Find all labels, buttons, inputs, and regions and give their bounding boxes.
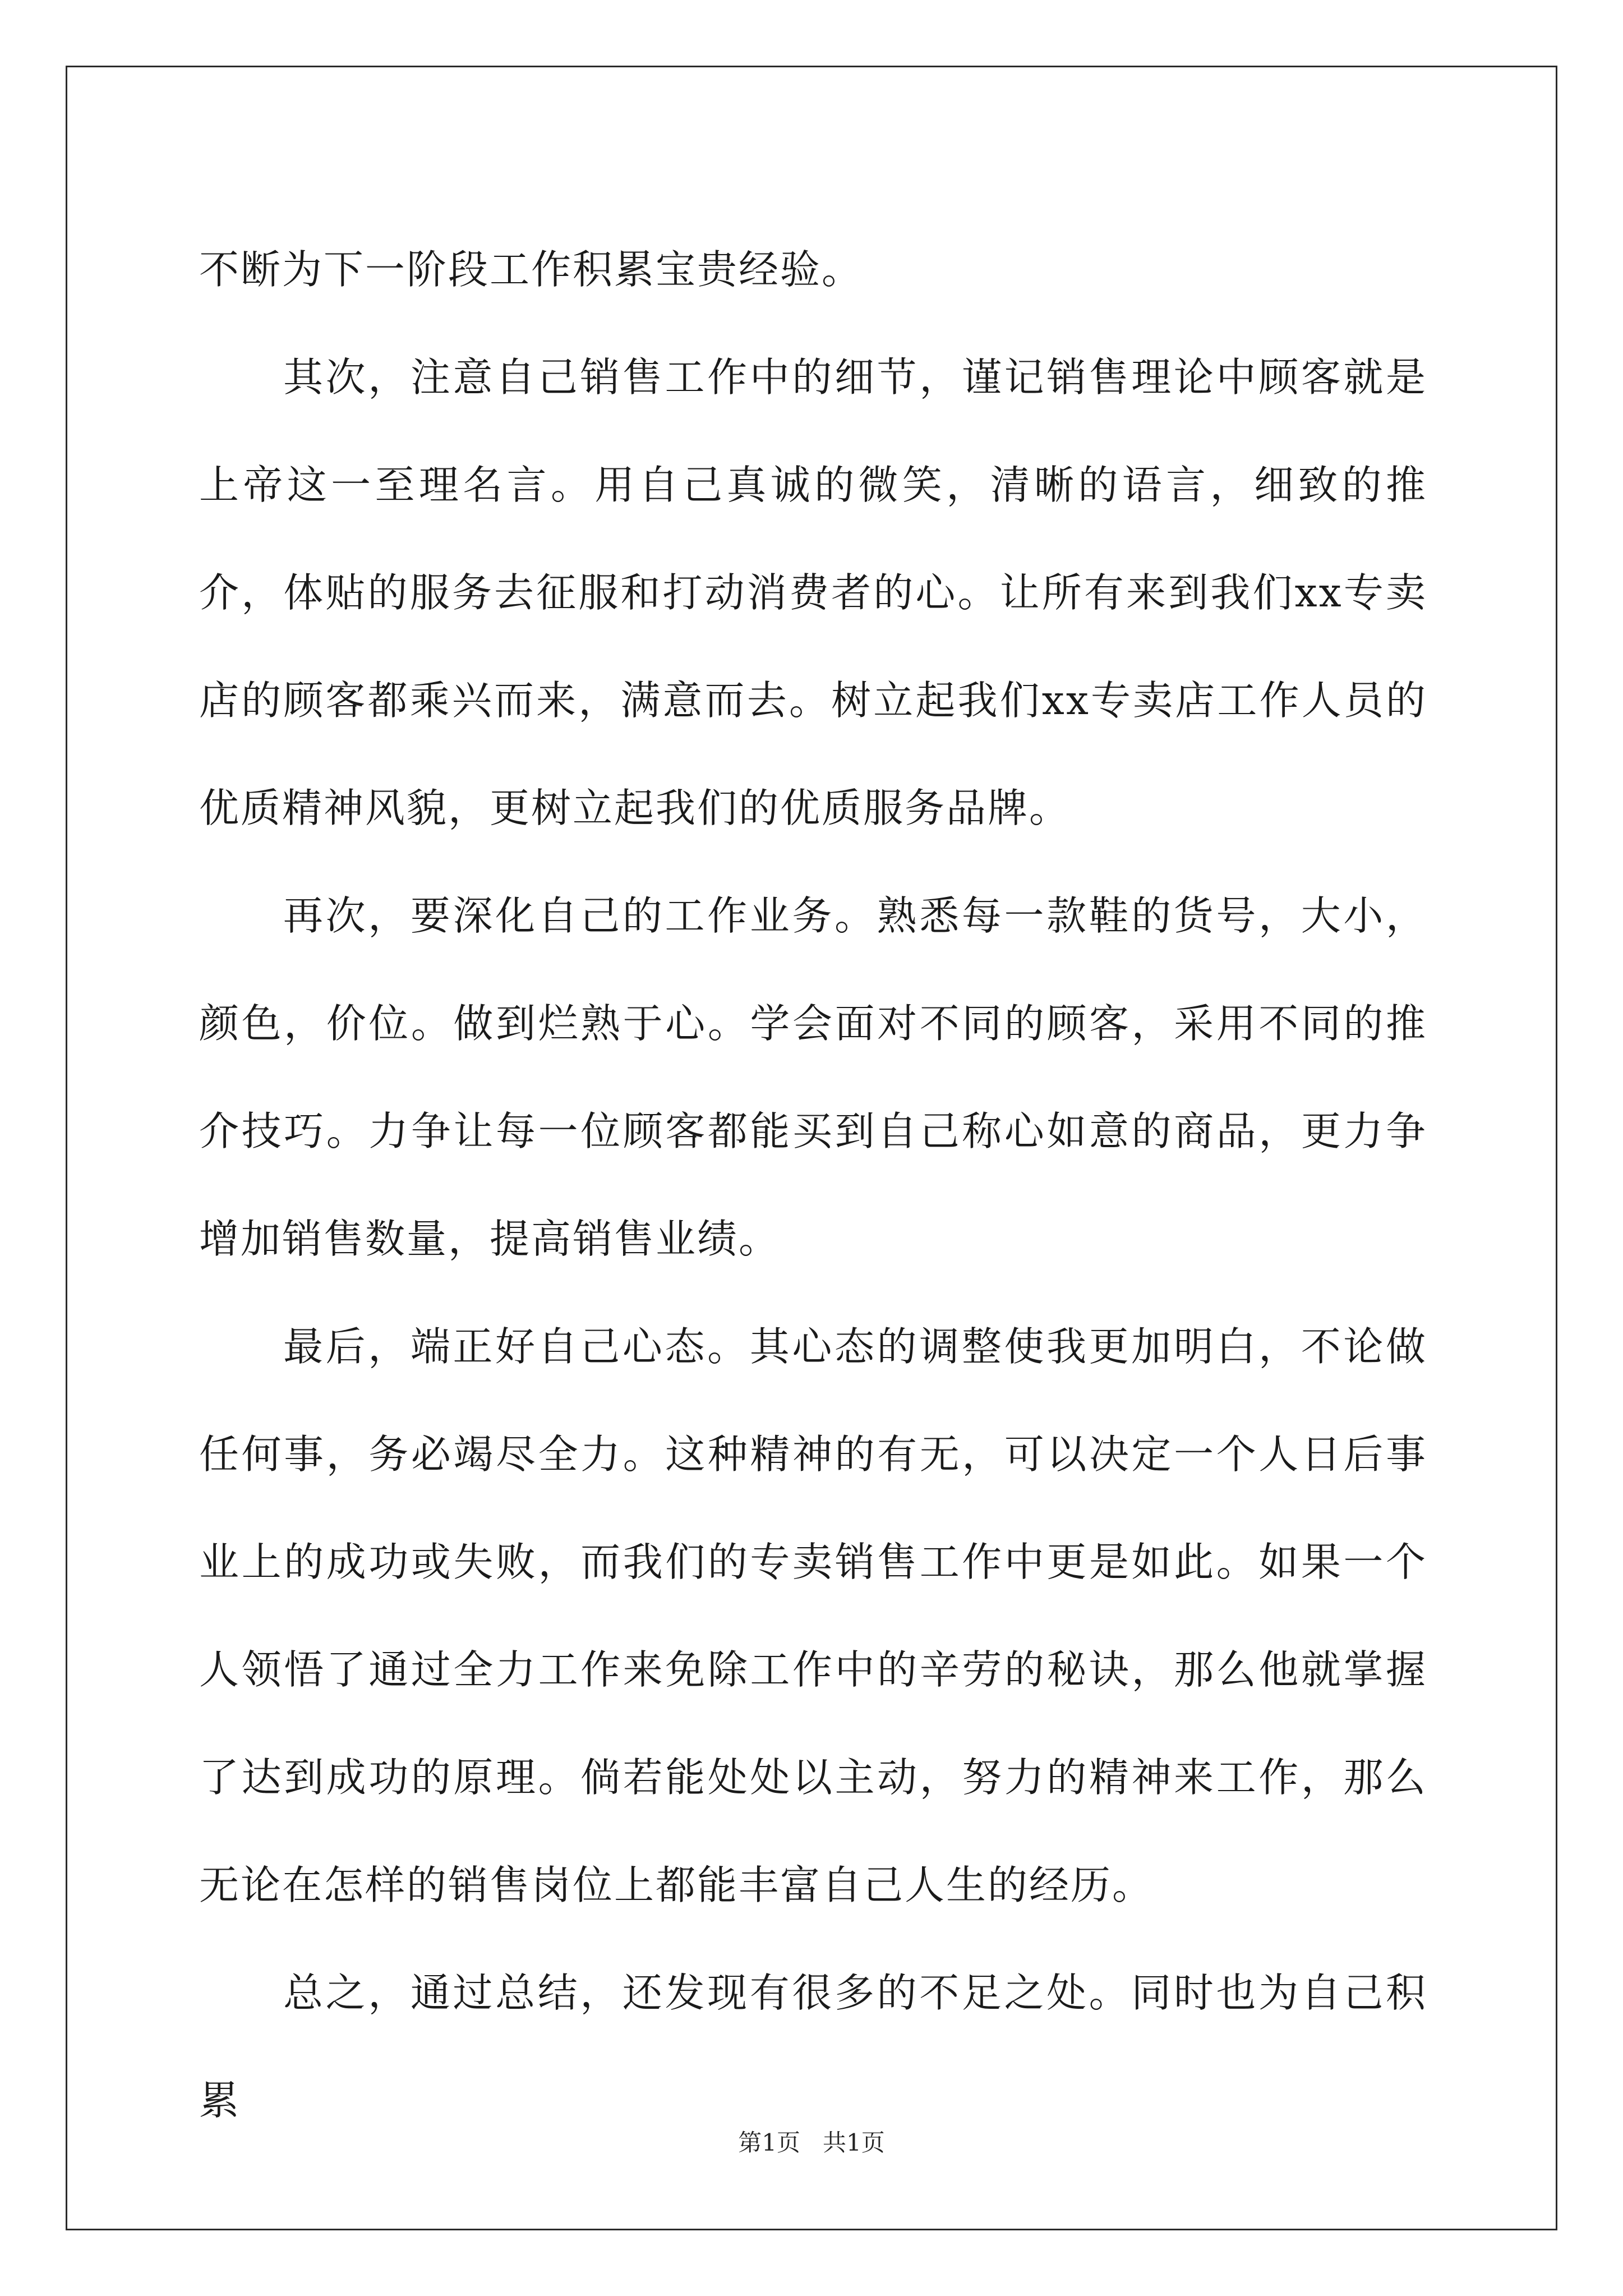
document-body xyxy=(199,216,1427,2155)
paragraph-details: 其次，注意自己销售工作中的细节，谨记销售理论中顾客就是上帝这一至理名言。用自己真诚的微笑，清晰的语言，细致的推介，体贴的服务去征服和打动消费者的心。让所有来到我们xx专卖店的顾客都乘兴而来，满意而去。树立起我们xx专卖店工作人员的优质精神风貌，更树立起我们的优质服务品牌。 xyxy=(199,354,1427,831)
page-number-footer: 第1页 共1页 xyxy=(738,2129,885,2156)
paragraph-summary: 总之，通过总结，还发现有很多的不足之处。同时也为自己积累 xyxy=(199,1970,1427,2124)
paragraph-continuation: 不断为下一阶段工作积累宝贵经验。 xyxy=(199,246,864,293)
paragraph-mindset: 最后，端正好自己心态。其心态的调整使我更加明白，不论做任何事，务必竭尽全力。这种精神的有无，可以决定一个人日后事业上的成功或失败，而我们的专卖销售工作中更是如此。如果一个人领悟了通过全力工作来免除工作中的辛劳的秘诀，那么他就掌握了达到成功的原理。倘若能处处以主动，努力的精神来工作，那么无论在怎样的销售岗位上都能丰富自己人生的经历。 xyxy=(199,1323,1427,1908)
paragraph-business: 再次，要深化自己的工作业务。熟悉每一款鞋的货号，大小，颜色，价位。做到烂熟于心。学会面对不同的顾客，采用不同的推介技巧。力争让每一位顾客都能买到自己称心如意的商品，更力争增加销售数量，提高销售业绩。 xyxy=(199,892,1427,1262)
